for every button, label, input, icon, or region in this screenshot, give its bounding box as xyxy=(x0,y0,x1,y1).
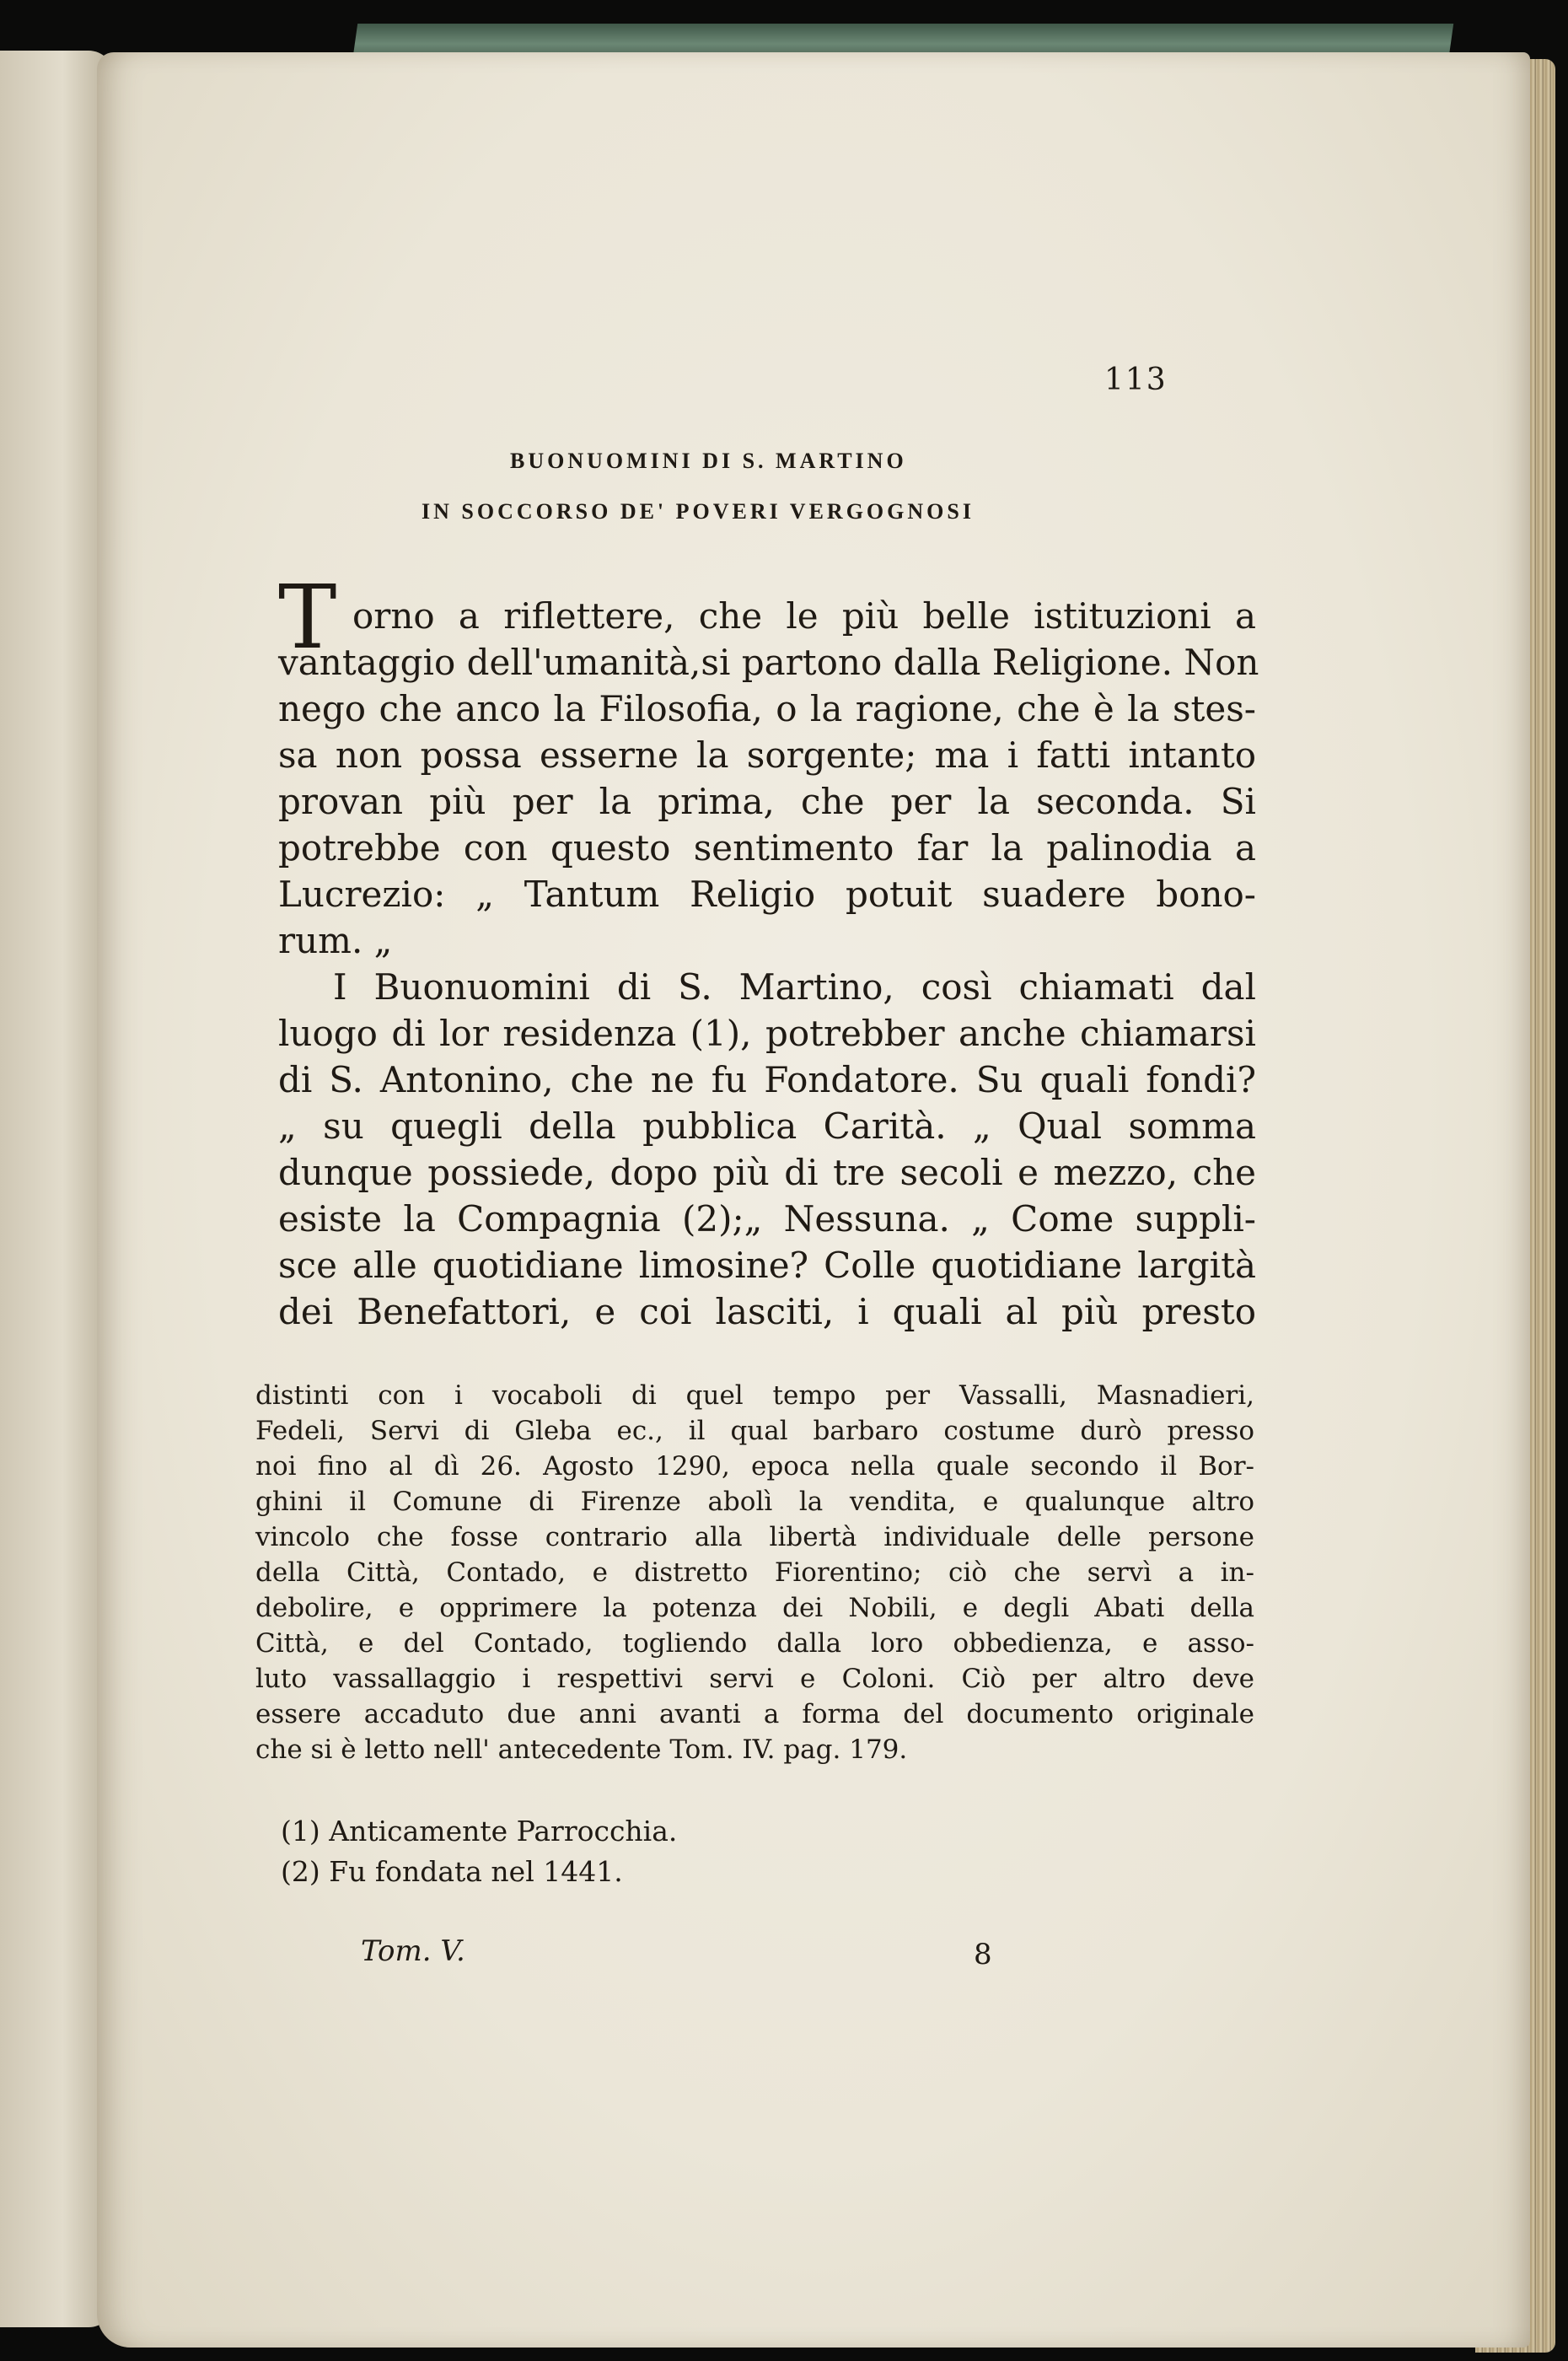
book-page xyxy=(97,52,1530,2348)
drop-cap: T xyxy=(278,566,337,669)
note-line: essere accaduto due anni avanti a forma del documento originale xyxy=(255,1699,1254,1729)
body-line: di S. Antonino, che ne fu Fondatore. Su quali fondi? xyxy=(278,1059,1256,1100)
footnote-1: (1) Anticamente Parrocchia. xyxy=(281,1815,678,1847)
chapter-subtitle: IN SOCCORSO DE' POVERI VERGOGNOSI xyxy=(422,499,975,524)
body-line: Lucrezio: „ Tantum Religio potuit suadere bono- xyxy=(278,874,1256,915)
body-line: I Buonuomini di S. Martino, così chiamati dal xyxy=(333,966,1256,1008)
body-line: dei Benefattori, e coi lasciti, i quali al più presto xyxy=(278,1291,1256,1332)
note-line: ghini il Comune di Firenze abolì la vendita, e qualunque altro xyxy=(255,1487,1254,1517)
body-line: sa non possa esserne la sorgente; ma i fatti intanto xyxy=(278,734,1256,776)
footnote-2: (2) Fu fondata nel 1441. xyxy=(281,1855,623,1888)
volume-signature: Tom. V. xyxy=(361,1934,465,1968)
note-line: Città, e del Contado, togliendo dalla loro obbedienza, e asso- xyxy=(255,1628,1254,1659)
note-line: della Città, Contado, e distretto Fiorentino; ciò che servì a in- xyxy=(255,1557,1254,1588)
body-line: vantaggio dell'umanità,si partono dalla Religione. Non xyxy=(278,642,1259,683)
note-line: luto vassallaggio i respettivi servi e Coloni. Ciò per altro deve xyxy=(255,1664,1254,1694)
gathering-number: 8 xyxy=(974,1938,992,1971)
note-line: che si è letto nell' antecedente Tom. IV. pag. 179. xyxy=(255,1734,908,1765)
note-line: vincolo che fosse contrario alla libertà individuale delle persone xyxy=(255,1522,1254,1552)
body-line: dunque possiede, dopo più di tre secoli e mezzo, che xyxy=(278,1152,1256,1193)
body-line: luogo di lor residenza (1), potrebber anche chiamarsi xyxy=(278,1013,1256,1054)
body-line: orno a riflettere, che le più belle istituzioni a xyxy=(352,595,1256,637)
body-line: sce alle quotidiane limosine? Colle quotidiane largità xyxy=(278,1245,1256,1286)
chapter-title: BUONUOMINI DI S. MARTINO xyxy=(510,449,907,473)
page-number: 113 xyxy=(1104,363,1168,397)
body-line: „ su quegli della pubblica Carità. „ Qual somma xyxy=(278,1105,1256,1147)
body-line: potrebbe con questo sentimento far la palinodia a xyxy=(278,827,1256,869)
body-line: rum. „ xyxy=(278,920,393,961)
note-line: noi fino al dì 26. Agosto 1290, epoca nella quale secondo il Bor- xyxy=(255,1451,1254,1482)
note-line: distinti con i vocaboli di quel tempo per Vassalli, Masnadieri, xyxy=(255,1380,1254,1411)
body-line: nego che anco la Filosofia, o la ragione, che è la stes- xyxy=(278,688,1256,729)
note-line: Fedeli, Servi di Gleba ec., il qual barbaro costume durò presso xyxy=(255,1416,1254,1446)
body-line: esiste la Compagnia (2);„ Nessuna. „ Come suppli- xyxy=(278,1198,1256,1240)
note-line: debolire, e opprimere la potenza dei Nobili, e degli Abati della xyxy=(255,1593,1254,1623)
body-line: provan più per la prima, che per la seconda. Si xyxy=(278,781,1256,822)
